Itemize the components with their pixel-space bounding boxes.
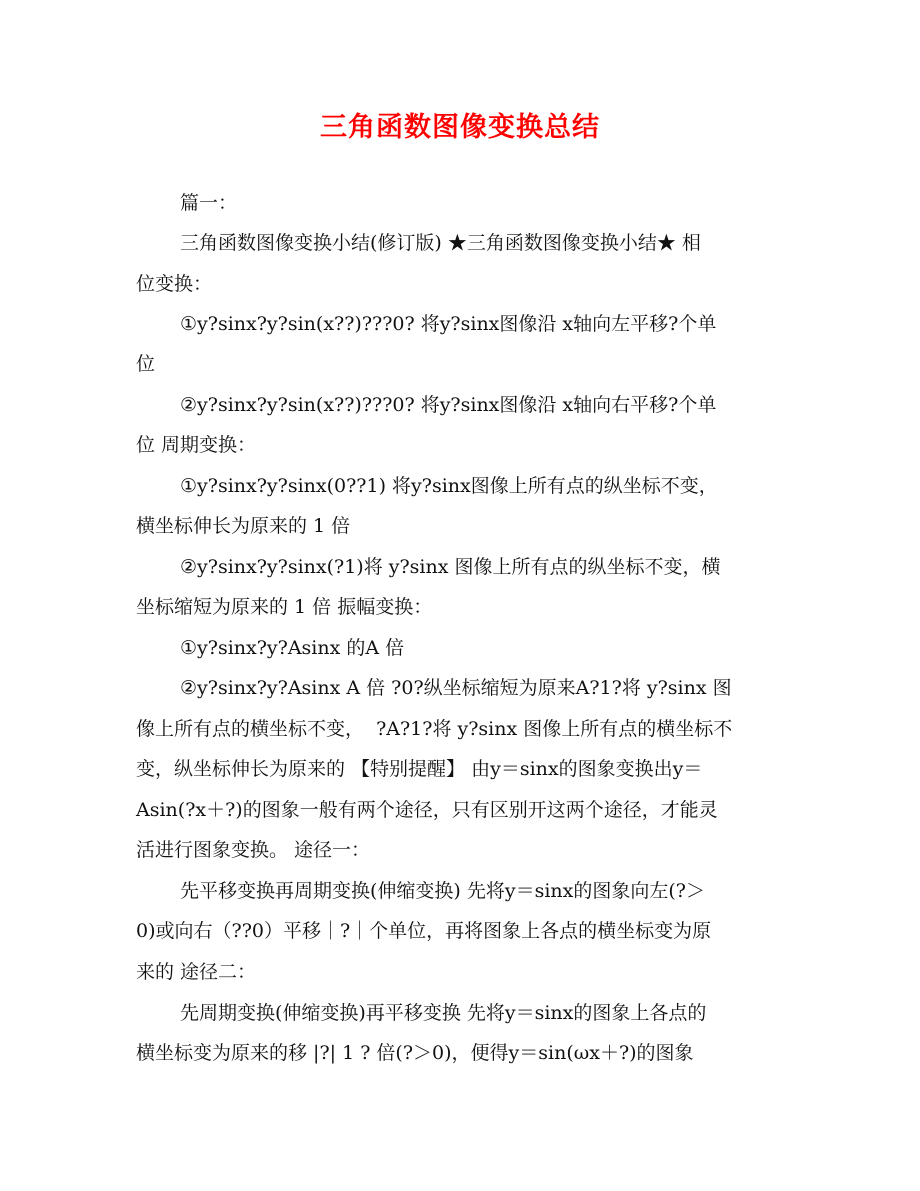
text-line: 位 [136,353,156,375]
text-line: ②y?sinx?y?Asinx A 倍 ?0?纵坐标缩短为原来A?1?将 y?sinx 图 [180,677,732,699]
text-line: 来的 途径二： [136,961,257,983]
text-line: Asin(?x＋?)的图象一般有两个途径，只有区别开这两个途径，才能灵 [136,799,718,821]
text-line: 活进行图象变换。 途径一： [136,839,371,861]
text-line: 位变换： [136,273,213,295]
document-title: 三角函数图像变换总结 [320,112,600,143]
text-line: 三角函数图像变换小结(修订版) ★三角函数图像变换小结★ 相 [180,232,701,254]
text-line: 横坐标变为原来的移 |?| 1 ? 倍(?＞0)，便得y＝sin(ωx＋?)的图象 [136,1042,694,1064]
text-line: ①y?sinx?y?sinx(0??1) 将y?sinx图像上所有点的纵坐标不变， [180,475,718,497]
text-line: 变，纵坐标伸长为原来的 【特别提醒】 由y＝sinx的图象变换出y＝ [136,758,703,780]
text-line: 0)或向右（??0）平移｜?｜个单位，再将图象上各点的横坐标变为原 [136,920,712,942]
text-line: ②y?sinx?y?sinx(?1)将 y?sinx 图像上所有点的纵坐标不变，横 [180,556,721,578]
text-line: 篇一： [180,192,238,214]
text-line: 横坐标伸长为原来的 1 倍 [136,515,351,537]
text-line: 位 周期变换： [136,434,257,456]
text-line: ②y?sinx?y?sin(x??)???0? 将y?sinx图像沿 x轴向右平移?个单 [180,394,717,416]
text-line: ①y?sinx?y?Asinx 的A 倍 [180,637,405,659]
text-line: 坐标缩短为原来的 1 倍 振幅变换： [136,596,433,618]
text-line: 像上所有点的横坐标不变， ?A?1?将 y?sinx 图像上所有点的横坐标不 [136,718,733,740]
text-line: ①y?sinx?y?sin(x??)???0? 将y?sinx图像沿 x轴向左平移?个单 [180,313,717,335]
text-line: 先平移变换再周期变换(伸缩变换) 先将y＝sinx的图象向左(?＞ [180,880,705,902]
text-line: 先周期变换(伸缩变换)再平移变换 先将y＝sinx的图象上各点的 [180,1002,707,1024]
